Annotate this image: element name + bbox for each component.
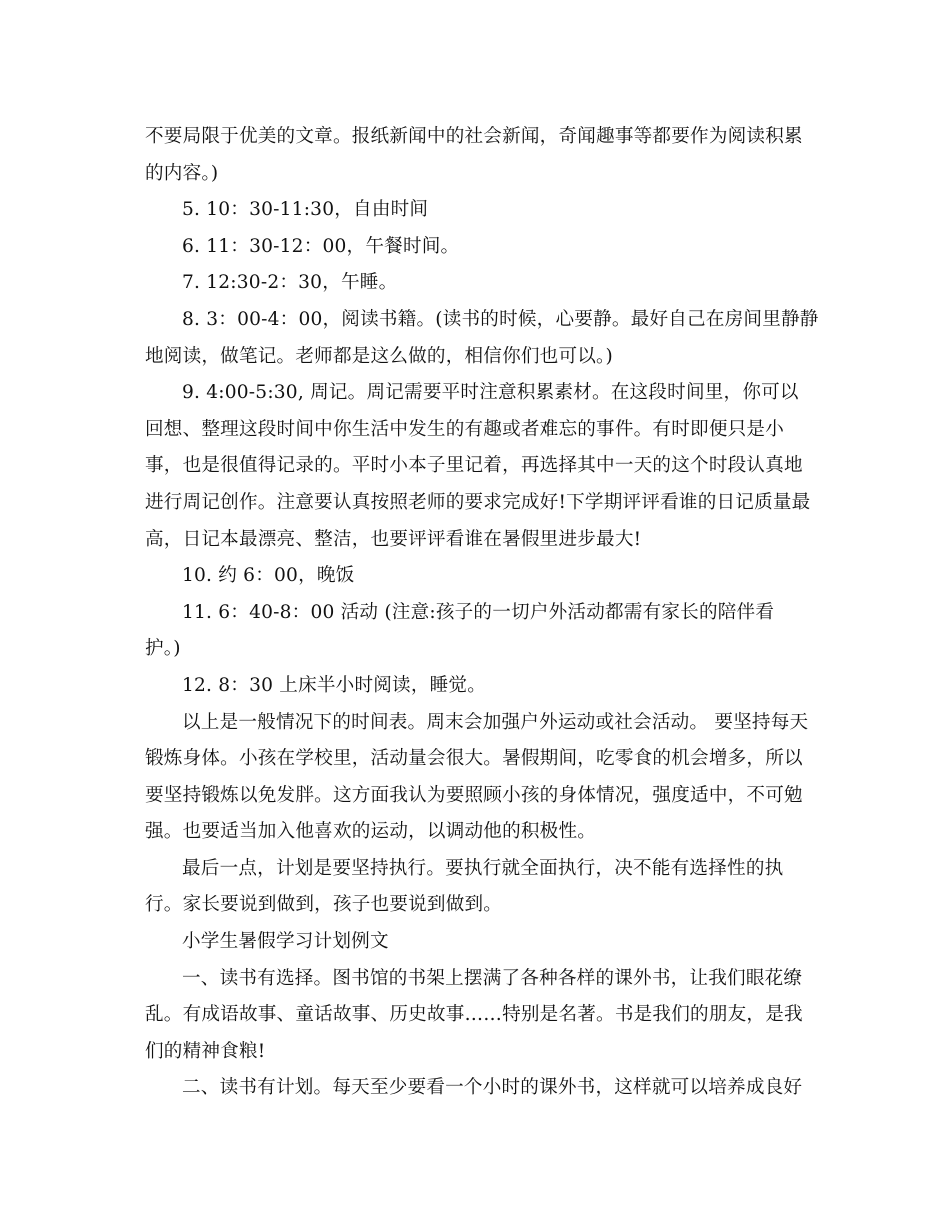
text-line: 小学生暑假学习计划例文 <box>182 931 389 953</box>
paragraph <box>145 558 810 595</box>
text-line: 12. 8：30 上床半小时阅读，睡觉。 <box>182 674 487 696</box>
text-line: 不要局限于优美的文章。报纸新闻中的社会新闻，奇闻趣事等都要作为阅读积累 <box>145 126 803 147</box>
text-line: 一、读书有选择。图书馆的书架上摆满了各种各样的课外书，让我们眼花缭 <box>182 967 803 989</box>
text-line: 以上是一般情况下的时间表。周末会加强户外运动或社会活动。 要坚持每天 <box>182 711 809 733</box>
paragraph <box>145 229 810 266</box>
text-line: 事，也是很值得记录的。平时小本子里记着，再选择其中一天的这个时段认真地 <box>145 455 803 477</box>
text-line: 锻炼身体。小孩在学校里，活动量会很大。暑假期间，吃零食的机会增多，所以 <box>145 748 803 770</box>
paragraph <box>145 851 810 924</box>
text-line: 的内容。) <box>145 162 219 184</box>
text-line: 要坚持锻炼以免发胖。这方面我认为要照顾小孩的身体情况，强度适中，不可勉 <box>145 784 803 806</box>
text-line: 11. 6：40-8：00 活动 (注意:孩子的一切户外活动都需有家长的陪伴看 <box>182 601 775 623</box>
paragraph <box>145 1070 810 1107</box>
paragraph <box>145 961 810 1071</box>
paragraph <box>145 119 810 192</box>
text-line: 9. 4:00-5:30, 周记。周记需要平时注意积累素材。在这段时间里，你可以 <box>182 382 799 404</box>
paragraph <box>145 375 810 558</box>
text-line: 5. 10：30-11:30，自由时间 <box>182 199 429 221</box>
text-line: 二、读书有计划。每天至少要看一个小时的课外书，这样就可以培养成良好 <box>182 1077 803 1099</box>
text-line: 10. 约 6：00，晚饭 <box>182 565 355 587</box>
text-line: 8. 3：00-4：00，阅读书籍。(读书的时候，心要静。最好自己在房间里静静 <box>182 308 819 330</box>
text-line: 7. 12:30-2：30，午睡。 <box>182 272 398 294</box>
paragraph <box>145 705 810 851</box>
paragraph <box>145 668 810 705</box>
text-line: 高，日记本最漂亮、整洁，也要评评看谁在暑假里进步最大! <box>145 528 642 550</box>
text-line: 回想、整理这段时间中你生活中发生的有趣或者难忘的事件。有时即便只是小 <box>145 418 784 440</box>
text-line: 最后一点，计划是要坚持执行。要执行就全面执行，决不能有选择性的执 <box>182 857 784 879</box>
paragraph <box>145 302 819 375</box>
text-line: 乱。有成语故事、童话故事、历史故事……特别是名著。书是我们的朋友，是我 <box>145 1004 803 1026</box>
text-line: 强。也要适当加入他喜欢的运动，以调动他的积极性。 <box>145 821 597 843</box>
text-line: 进行周记创作。注意要认真按照老师的要求完成好!下学期评评看谁的日记质量最 <box>145 491 811 513</box>
paragraph <box>145 924 810 961</box>
text-line: 护。) <box>145 638 181 660</box>
text-line: 6. 11：30-12：00，午餐时间。 <box>182 235 460 257</box>
paragraph <box>145 192 810 229</box>
paragraph <box>145 265 810 302</box>
text-line: 行。家长要说到做到，孩子也要说到做到。 <box>145 894 503 916</box>
text-line: 们的精神食粮! <box>145 1040 266 1062</box>
document-body <box>145 119 819 1107</box>
text-line: 地阅读，做笔记。老师都是这么做的，相信你们也可以。) <box>145 345 613 367</box>
paragraph <box>145 595 810 668</box>
